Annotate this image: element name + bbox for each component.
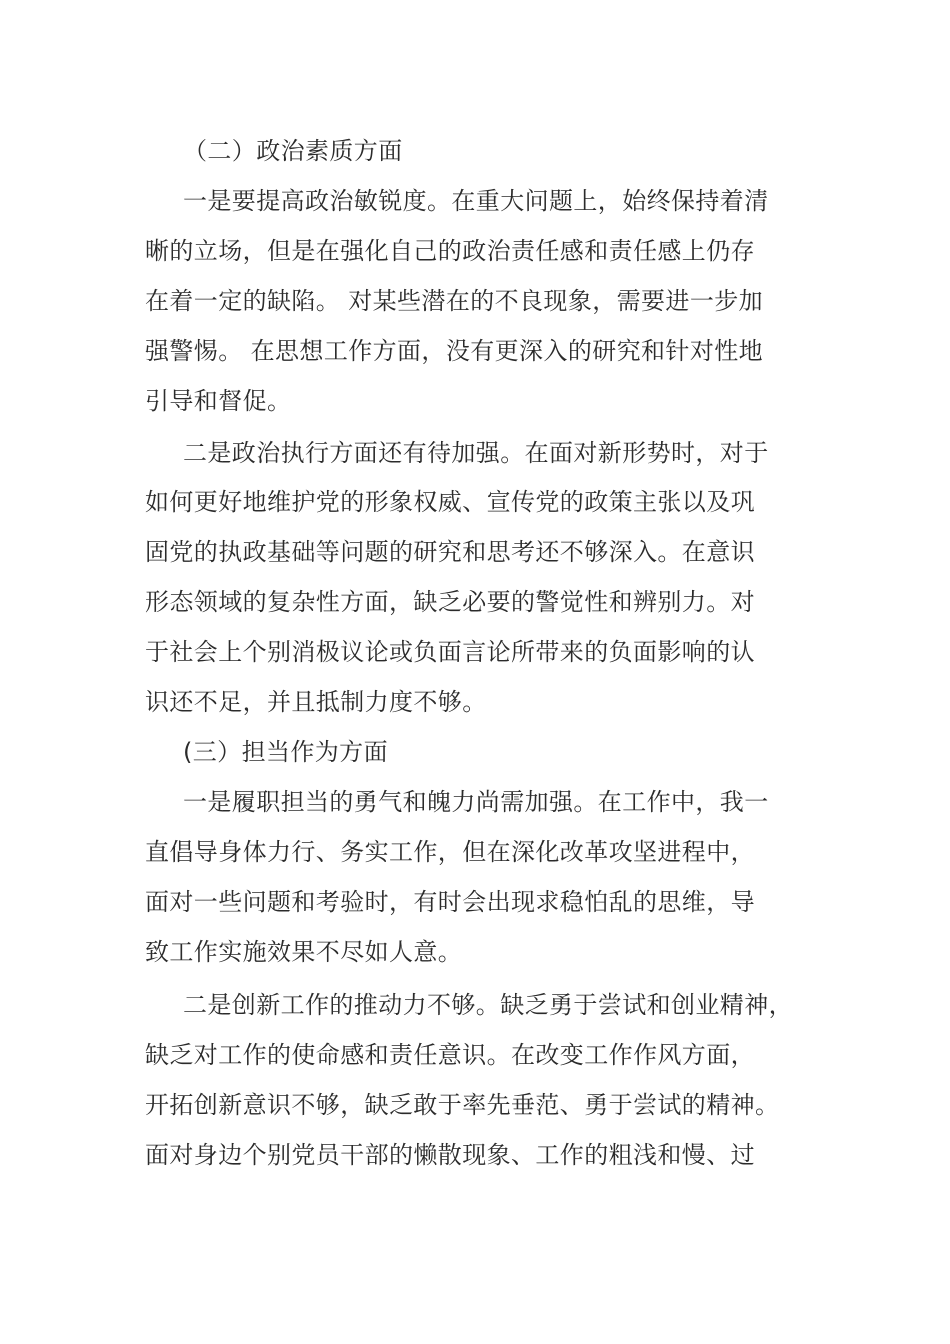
paragraph-line: 强警惕。 在思想工作方面，没有更深入的研究和针对性地 xyxy=(145,337,764,365)
paragraph-line: 于社会上个别消极议论或负面言论所带来的负面影响的认 xyxy=(145,638,755,666)
paragraph-line: 二是政治执行方面还有待加强。在面对新形势时，对于 xyxy=(183,439,769,467)
paragraph-line: 致工作实施效果不尽如人意。 xyxy=(145,938,463,966)
paragraph-line: 直倡导身体力行、务实工作，但在深化改革攻坚进程中， xyxy=(145,838,755,866)
paragraph-line: 晰的立场，但是在强化自己的政治责任感和责任感上仍存 xyxy=(145,237,755,265)
paragraph-line: 形态领域的复杂性方面，缺乏必要的警觉性和辨别力。对 xyxy=(145,588,755,616)
section-heading-responsibility: (三）担当作为方面 xyxy=(183,738,388,766)
paragraph-line: 一是履职担当的勇气和魄力尚需加强。在工作中，我一 xyxy=(183,788,769,816)
paragraph-line: 识还不足，并且抵制力度不够。 xyxy=(145,688,487,716)
paragraph-line: 开拓创新意识不够，缺乏敢于率先垂范、勇于尝试的精神。 xyxy=(145,1091,780,1119)
paragraph-line: 一是要提高政治敏锐度。在重大问题上，始终保持着清 xyxy=(183,187,769,215)
paragraph-line: 固党的执政基础等问题的研究和思考还不够深入。在意识 xyxy=(145,538,755,566)
paragraph-line: 面对一些问题和考验时，有时会出现求稳怕乱的思维，导 xyxy=(145,888,755,916)
section-heading-political-quality: （二）政治素质方面 xyxy=(183,137,403,165)
paragraph-line: 面对身边个别党员干部的懒散现象、工作的粗浅和慢、过 xyxy=(145,1141,755,1169)
paragraph-line: 引导和督促。 xyxy=(145,387,292,415)
paragraph-line: 在着一定的缺陷。 对某些潜在的不良现象，需要进一步加 xyxy=(145,287,764,315)
paragraph-line: 如何更好地维护党的形象权威、宣传党的政策主张以及巩 xyxy=(145,488,755,516)
paragraph-line: 缺乏对工作的使命感和责任意识。在改变工作作风方面， xyxy=(145,1041,755,1069)
paragraph-line: 二是创新工作的推动力不够。缺乏勇于尝试和创业精神， xyxy=(183,991,793,1019)
